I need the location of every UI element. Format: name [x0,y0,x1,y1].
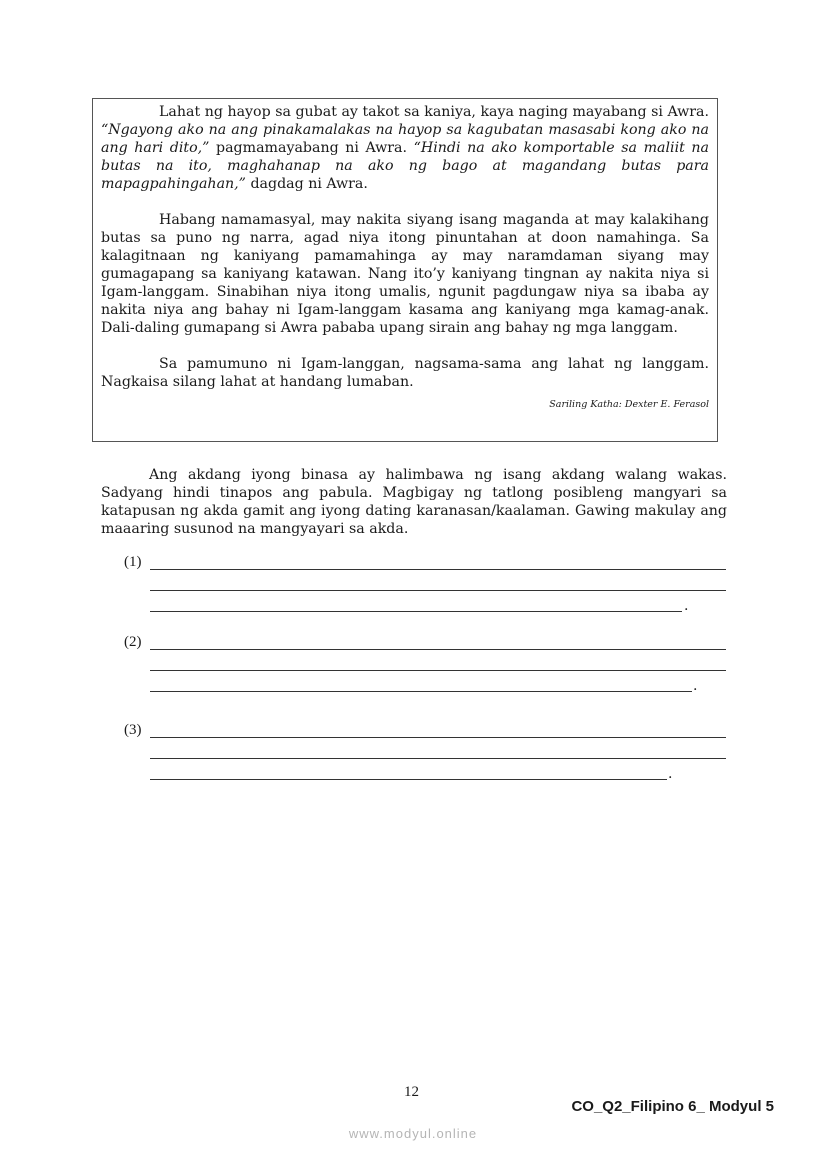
answer-line[interactable] [150,758,726,759]
answer-label: (1) [124,554,142,570]
story-text: dagdag ni Awra. [245,176,368,192]
answer-line[interactable] [150,691,692,692]
answer-line[interactable] [150,670,726,671]
answer-line[interactable] [150,737,726,738]
answer-label: (3) [124,722,142,738]
page-number: 12 [404,1084,419,1100]
answer-period: . [668,766,673,782]
answer-line[interactable] [150,779,667,780]
answer-period: . [684,598,689,614]
answer-line[interactable] [150,649,726,650]
story-paragraph-3: Sa pamumuno ni Igam-langgan, nagsama-sama ang lahat ng langgam. Nagkaisa silang lahat at handang lumaban. [101,356,709,390]
instructions: Ang akdang iyong binasa ay halimbawa ng isang akdang walang wakas. Sadyang hindi tinapos ang pabula. Magbigay ng tatlong posibleng mangyari sa katapusan ng akda gamit ang iyong dating karanasan/kaalaman. Gawing makulay ang maaaring susunod na mangyayari sa akda. [101,467,727,537]
story-quote: “Hindi na ako komportable sa maliit na butas na ito, maghahanap na ako ng bago at magandang butas para mapagpahingahan,” [101,140,709,192]
answer-label: (2) [124,634,142,650]
answer-line[interactable] [150,569,726,570]
story-text: Lahat ng hayop sa gubat ay takot sa kaniya, kaya naging mayabang si Awra. [159,104,709,120]
answer-period: . [693,678,698,694]
answer-line[interactable] [150,611,682,612]
module-code: CO_Q2_Filipino 6_ Modyul 5 [571,1098,774,1115]
watermark: www.modyul.online [348,1126,478,1141]
story-paragraph-1 [101,103,709,193]
answer-line[interactable] [150,590,726,591]
story-credit: Sariling Katha: Dexter E. Ferasol [549,399,709,410]
story-quote: “Ngayong ako na ang pinakamalakas na hayop sa kagubatan masasabi kong ako na ang hari dito,” [101,122,709,156]
story-text: pagmamayabang ni Awra. [209,140,414,156]
story-box [92,98,718,442]
story-paragraph-2: Habang namamasyal, may nakita siyang isang maganda at may kalakihang butas sa puno ng narra, agad niya itong pinuntahan at doon namahinga. Sa kalagitnaan ng kaniyang pamamahinga ay may naramdaman siyang may gumagapang sa kaniyang katawan. Nang ito’y kaniyang tingnan ay nakita niya si Igam-langgam. Sinabihan niya itong umalis, ngunit pagdungaw niya sa ibaba ay nakita niya ang bahay ni Igam-langgam kasama ang kaniyang mga kamag-anak. Dali-daling gumapang si Awra pababa upang sirain ang bahay ng mga langgam. [101,212,709,336]
